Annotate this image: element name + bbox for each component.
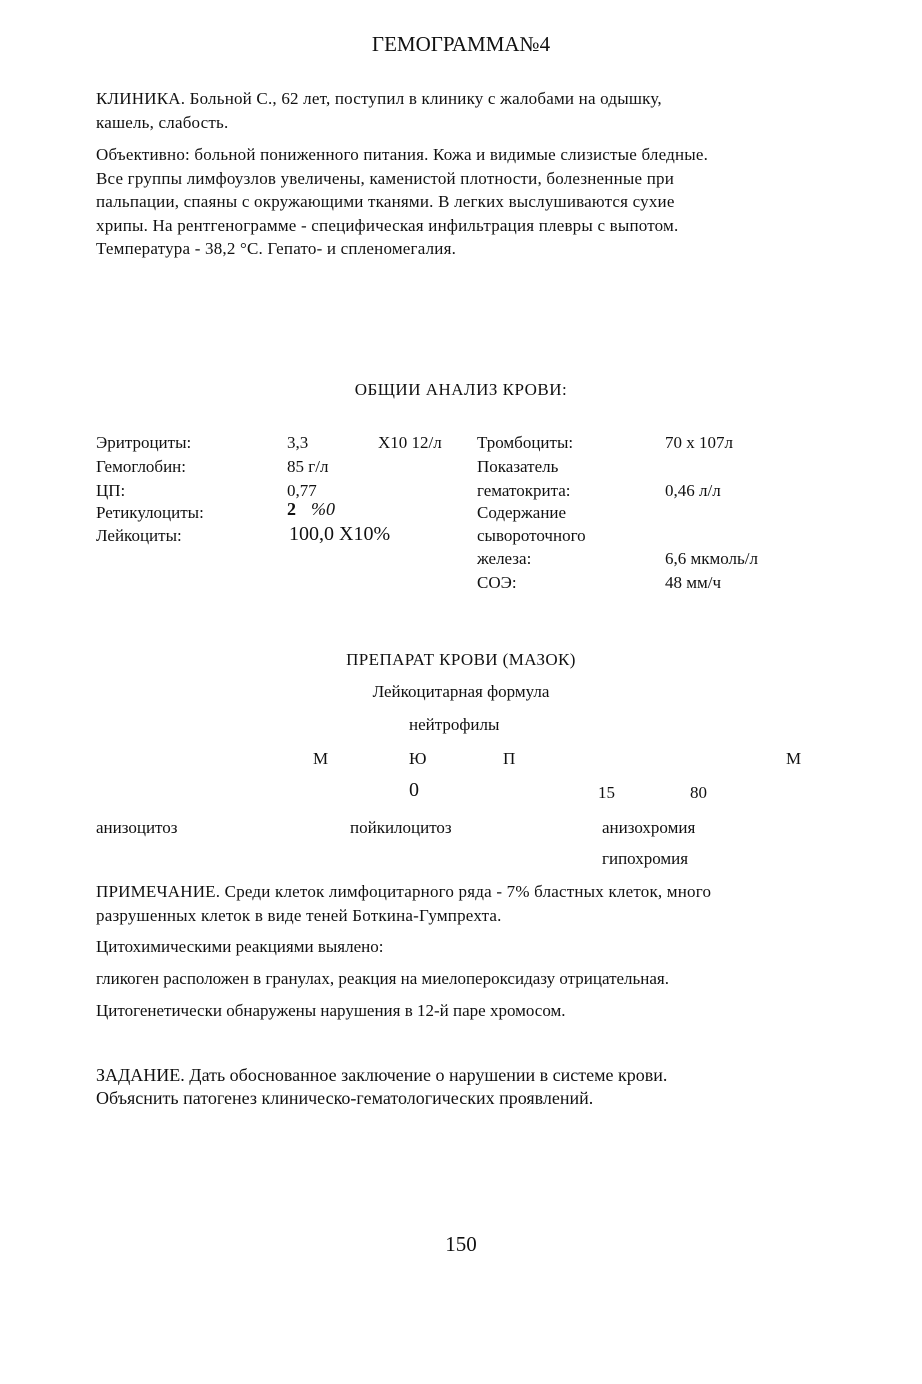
platelets-value: 70 х 107л — [665, 433, 733, 452]
color-index-label: ЦП: — [96, 481, 126, 500]
value-metamyelocytes: 0 — [409, 779, 419, 801]
platelets-label: Тромбоциты: — [477, 433, 574, 452]
color-index-value: 0,77 — [287, 481, 317, 500]
erythrocytes-label: Эритроциты: — [96, 433, 192, 452]
objective-line: Объективно: больной пониженного питания. Кожа и видимые слизистые бледные. — [96, 145, 709, 164]
morph-poikilocytosis: пойкилоцитоз — [350, 818, 452, 837]
glycogen-line: гликоген расположен в гранулах, реакция на миелопероксидазу отрицательная. — [96, 969, 670, 988]
leukocytes-label: Лейкоциты: — [96, 526, 182, 545]
note-line: ПРИМЕЧАНИЕ. Среди клеток лимфоцитарного ряда - 7% бластных клеток, много — [96, 882, 712, 901]
hematocrit-label-2: гематокрита: — [477, 481, 571, 500]
morph-anisocytosis: анизоцитоз — [96, 818, 178, 837]
task-line: ЗАДАНИЕ. Дать обоснованное заключение о нарушении в системе крови. — [96, 1065, 668, 1085]
note-line: разрушенных клеток в виде теней Боткина-Гумпрехта. — [96, 905, 502, 925]
smear-subheading: Лейкоцитарная формула — [372, 682, 550, 701]
iron-value: 6,6 мкмоль/л — [665, 549, 758, 568]
col-myelocytes: М — [313, 749, 329, 768]
objective-line: Все группы лимфоузлов увеличены, каменистой плотности, болезненные при — [96, 168, 675, 188]
task-paragraph — [96, 1064, 836, 1110]
smear-heading: ПРЕПАРАТ КРОВИ (МАЗОК) — [346, 650, 576, 669]
task-line: Объяснить патогенез клиническо-гематологических проявлений. — [96, 1088, 594, 1108]
reticulocytes-value: 2 — [287, 499, 296, 519]
esr-label: СОЭ: — [477, 573, 517, 592]
hemoglobin-label: Гемоглобин: — [96, 457, 186, 476]
hemoglobin-value: 85 г/л — [287, 457, 329, 476]
morph-anisochromia: анизохромия — [602, 818, 696, 837]
erythrocytes-unit: X10 12/л — [378, 433, 442, 452]
neutrophils-group: нейтрофилы — [409, 715, 500, 734]
esr-value: 48 мм/ч — [665, 573, 722, 592]
blood-test-heading: ОБЩИИ АНАЛИЗ КРОВИ: — [354, 380, 568, 399]
value-80: 80 — [690, 783, 707, 802]
clinic-line: КЛИНИКА. Больной С., 62 лет, поступил в клинику с жалобами на одышку, — [96, 89, 662, 108]
iron-label-2: сывороточного — [477, 526, 586, 545]
objective-line: пальпации, спаяны с окружающими тканями. В легких выслушиваются сухие — [96, 192, 675, 211]
clinic-line: кашель, слабость. — [96, 112, 229, 132]
reticulocytes-label: Ретикулоциты: — [96, 503, 204, 522]
value-15: 15 — [598, 783, 615, 802]
col-monocytes: М — [786, 749, 802, 768]
reticulocytes-unit: %0 — [311, 499, 335, 519]
cytogen-line: Цитогенетически обнаружены нарушения в 12-й паре хромосом. — [96, 1001, 566, 1020]
erythrocytes-value: 3,3 — [287, 433, 309, 452]
leukocytes-value: 100,0 X10% — [289, 523, 391, 545]
objective-paragraph — [96, 143, 836, 261]
page-number: 150 — [445, 1232, 477, 1256]
cytochem-line: Цитохимическими реакциями выялено: — [96, 937, 384, 956]
note-paragraph — [96, 880, 836, 927]
iron-label-1: Содержание — [477, 503, 567, 522]
col-band: П — [503, 749, 516, 768]
morph-hypochromia: гипохромия — [602, 849, 689, 868]
iron-label-3: железа: — [477, 549, 532, 568]
hematocrit-label-1: Показатель — [477, 457, 559, 476]
objective-line: хрипы. На рентгенограмме - специфическая инфильтрация плевры с выпотом. — [96, 215, 679, 235]
col-metamyelocytes: Ю — [409, 749, 427, 768]
clinic-paragraph — [96, 87, 836, 134]
document-title: ГЕМОГРАММА№4 — [371, 32, 551, 56]
objective-line: Температура - 38,2 °С. Гепато- и спленомегалия. — [96, 239, 457, 258]
hematocrit-value: 0,46 л/л — [665, 481, 721, 500]
